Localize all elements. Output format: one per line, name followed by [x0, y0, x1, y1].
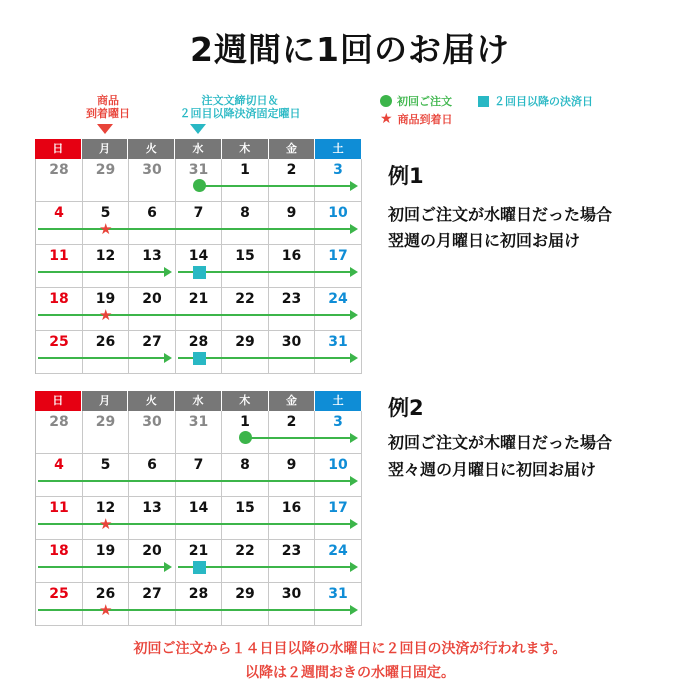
arrow-right-icon: [38, 480, 356, 482]
calendar-day: 20: [142, 291, 162, 307]
red-star-icon: ★: [99, 515, 113, 533]
weekday-label: 水: [175, 391, 222, 411]
calendar-example-2: [35, 391, 361, 626]
calendar-day: 29: [235, 334, 255, 350]
calendar-day: 4: [54, 205, 64, 221]
calendar-day: 31: [188, 414, 209, 430]
grid-line: [36, 244, 361, 245]
arrow-right-icon: [201, 185, 356, 187]
calendar-day: 1: [240, 162, 250, 178]
arrow-right-icon: [38, 228, 356, 230]
grid-line: [36, 201, 361, 202]
weekday-label: 木: [222, 139, 269, 159]
weekday-label: 水: [175, 139, 222, 159]
calendar-day: 26: [95, 586, 116, 602]
teal-square-icon: [478, 96, 489, 107]
example-2-title: 例2: [388, 396, 424, 420]
calendar-day: 30: [281, 586, 302, 602]
calendar-day: 18: [49, 291, 69, 307]
calendar-grid: [35, 411, 361, 626]
teal-square-icon: [193, 352, 206, 365]
calendar-day: 14: [188, 248, 209, 264]
calendar-day: 7: [193, 205, 204, 221]
grid-line: [36, 330, 361, 331]
calendar-example-1: [35, 139, 361, 374]
calendar-day: 13: [142, 248, 162, 264]
weekday-label: 月: [82, 139, 129, 159]
calendar-day: 6: [147, 457, 157, 473]
example-2-line: 翌々週の月曜日に初回お届け: [388, 460, 597, 479]
calendar-day: 19: [95, 543, 116, 559]
calendar-day: 25: [49, 586, 69, 602]
calendar-day: 31: [188, 162, 209, 178]
calendar-day: 20: [142, 543, 162, 559]
arrow-right-icon: [38, 271, 170, 273]
calendar-day: 28: [49, 162, 69, 178]
grid-line: [36, 453, 361, 454]
page-title: 2週間に1回のお届け: [190, 30, 510, 69]
arrow-right-icon: [247, 437, 355, 439]
calendar-day: 29: [95, 414, 116, 430]
weekday-label: 土: [315, 391, 361, 411]
calendar-day: 10: [328, 205, 348, 221]
example-2-line: 初回ご注文が木曜日だった場合: [388, 433, 613, 452]
legend-first-order: 初回ご注文: [380, 93, 452, 109]
legend-second-payment: ２回目以降の決済日: [478, 93, 593, 109]
calendar-day: 17: [328, 248, 348, 264]
calendar-day: 9: [286, 457, 297, 473]
calendar-day: 22: [235, 543, 255, 559]
calendar-day: 17: [328, 500, 348, 516]
legend-arrival: ★ 商品到着日: [380, 111, 453, 127]
example-1-line: 初回ご注文が水曜日だった場合: [388, 205, 613, 224]
arrow-right-icon: [38, 566, 170, 568]
calendar-day: 23: [281, 291, 302, 307]
calendar-day: 30: [142, 162, 162, 178]
weekday-header: [35, 139, 361, 159]
calendar-day: 27: [142, 334, 162, 350]
calendar-day: 12: [95, 500, 116, 516]
grid-line: [36, 539, 361, 540]
footer-note: 以降は２週間おきの水曜日固定。: [245, 665, 455, 681]
calendar-day: 3: [333, 414, 343, 430]
calendar-day: 10: [328, 457, 348, 473]
triangle-down-icon: [190, 124, 206, 134]
red-star-icon: ★: [99, 220, 113, 238]
red-star-icon: ★: [99, 601, 113, 619]
arrow-right-icon: [38, 609, 356, 611]
calendar-day: 12: [95, 248, 116, 264]
weekday-label: 月: [82, 391, 129, 411]
calendar-day: 9: [286, 205, 297, 221]
weekday-label: 土: [315, 139, 361, 159]
calendar-day: 30: [281, 334, 302, 350]
calendar-day: 23: [281, 543, 302, 559]
calendar-day: 16: [281, 248, 302, 264]
example-1-title: 例1: [388, 164, 424, 188]
calendar-day: 15: [235, 500, 255, 516]
arrow-right-icon: [38, 357, 170, 359]
calendar-day: 1: [240, 414, 250, 430]
calendar-day: 28: [188, 334, 209, 350]
weekday-label: 金: [269, 139, 316, 159]
red-star-icon: ★: [99, 306, 113, 324]
weekday-label: 火: [128, 391, 175, 411]
calendar-day: 19: [95, 291, 116, 307]
calendar-day: 6: [147, 205, 157, 221]
arrow-right-icon: [38, 314, 356, 316]
calendar-day: 14: [188, 500, 209, 516]
calendar-grid: [35, 159, 361, 374]
weekday-label: 木: [222, 391, 269, 411]
arrow-right-icon: [38, 523, 356, 525]
calendar-day: 28: [49, 414, 69, 430]
calendar-day: 11: [49, 500, 69, 516]
footer-note: 初回ご注文から１４日目以降の水曜日に２回目の決済が行われます。: [133, 641, 567, 657]
calendar-day: 8: [240, 457, 250, 473]
calendar-day: 30: [142, 414, 162, 430]
calendar-day: 24: [328, 291, 348, 307]
calendar-day: 7: [193, 457, 204, 473]
red-star-icon: ★: [380, 111, 393, 127]
example-1-line: 翌週の月曜日に初回お届け: [388, 231, 581, 250]
calendar-day: 3: [333, 162, 343, 178]
weekday-label: 火: [128, 139, 175, 159]
teal-square-icon: [193, 266, 206, 279]
weekday-label: 金: [269, 391, 316, 411]
calendar-day: 5: [100, 457, 111, 473]
triangle-down-icon: [97, 124, 113, 134]
calendar-day: 26: [95, 334, 116, 350]
calendar-day: 29: [95, 162, 116, 178]
calendar-day: 2: [286, 162, 297, 178]
calendar-day: 13: [142, 500, 162, 516]
deadline-annotation: 注文文締切日＆ ２回目以降決済固定曜日: [179, 94, 301, 120]
calendar-day: 29: [235, 586, 255, 602]
calendar-day: 22: [235, 291, 255, 307]
calendar-day: 2: [286, 414, 297, 430]
calendar-day: 11: [49, 248, 69, 264]
arrival-day-annotation: 商品 到着曜日: [86, 94, 130, 120]
grid-line: [36, 373, 361, 374]
calendar-day: 5: [100, 205, 111, 221]
grid-line: [36, 582, 361, 583]
calendar-day: 18: [49, 543, 69, 559]
weekday-label: 日: [35, 139, 82, 159]
calendar-day: 31: [328, 334, 348, 350]
calendar-day: 28: [188, 586, 209, 602]
green-circle-icon: [193, 179, 206, 192]
calendar-day: 31: [328, 586, 348, 602]
weekday-header: [35, 391, 361, 411]
calendar-day: 21: [188, 291, 209, 307]
grid-line: [36, 287, 361, 288]
teal-square-icon: [193, 561, 206, 574]
calendar-day: 25: [49, 334, 69, 350]
green-circle-icon: [239, 431, 252, 444]
calendar-day: 24: [328, 543, 348, 559]
calendar-day: 8: [240, 205, 250, 221]
calendar-day: 15: [235, 248, 255, 264]
weekday-label: 日: [35, 391, 82, 411]
grid-line: [36, 496, 361, 497]
grid-line: [36, 625, 361, 626]
calendar-day: 21: [188, 543, 209, 559]
calendar-day: 27: [142, 586, 162, 602]
green-circle-icon: [380, 95, 392, 107]
calendar-day: 4: [54, 457, 64, 473]
calendar-day: 16: [281, 500, 302, 516]
